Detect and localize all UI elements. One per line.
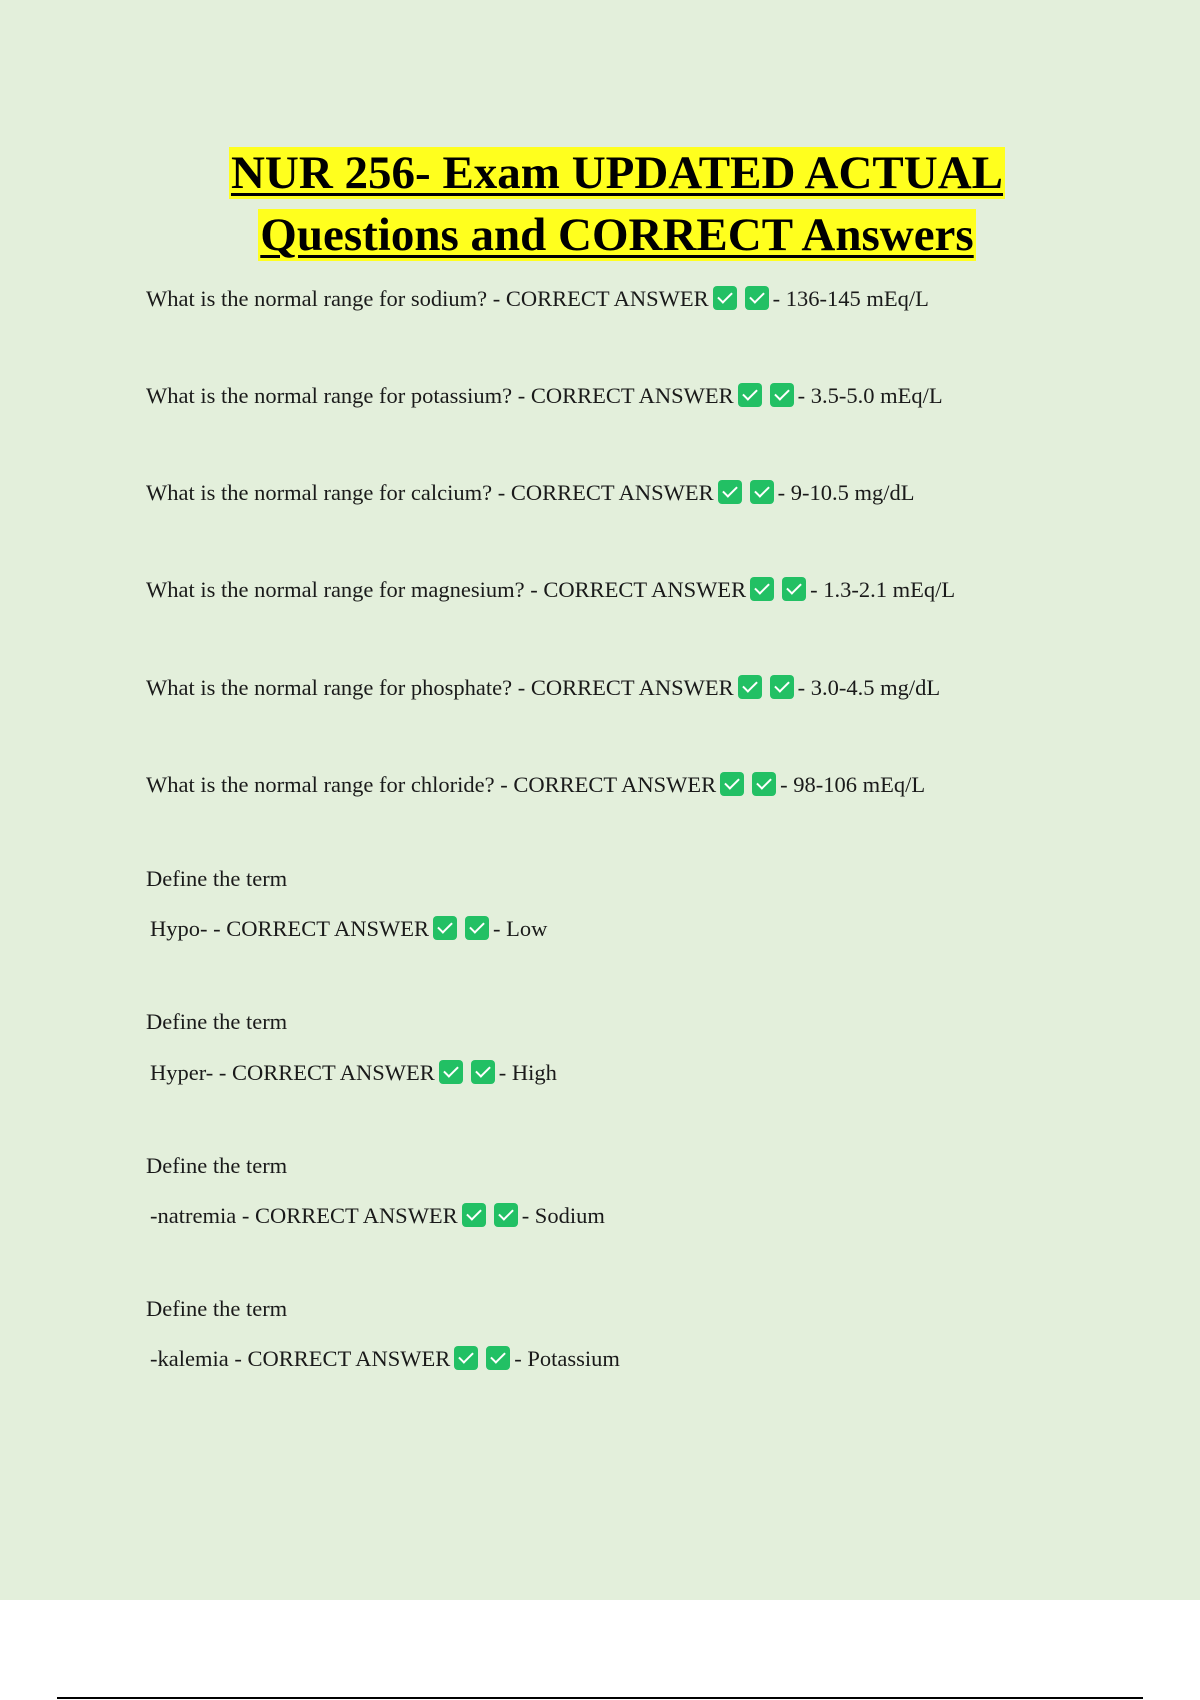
check-mark-icon [745, 286, 769, 310]
question-text: What is the normal range for chloride? [146, 772, 495, 797]
answer-text: - 3.5-5.0 mEq/L [797, 383, 943, 408]
definition-item [150, 1344, 620, 1374]
answer-label: - CORRECT ANSWER [517, 383, 734, 408]
qa-item [146, 575, 955, 605]
check-mark-icon [494, 1203, 518, 1227]
definition-item [150, 1201, 605, 1231]
definition-term: -kalemia [150, 1346, 235, 1371]
question-text: What is the normal range for sodium? [146, 286, 488, 311]
definition-term: Hypo- [150, 916, 214, 941]
definition-prompt: Define the term [146, 1153, 288, 1178]
title-line-2: Questions and CORRECT Answers [260, 209, 974, 261]
check-mark-icon [486, 1346, 510, 1370]
qa-item [146, 478, 914, 508]
answer-label: - CORRECT ANSWER [234, 1346, 451, 1371]
answer-label: - CORRECT ANSWER [241, 1203, 458, 1228]
definition-term: Hyper- [150, 1060, 219, 1085]
answer-label: - CORRECT ANSWER [213, 916, 429, 941]
answer-text: - Sodium [521, 1203, 605, 1228]
answer-text: - High [498, 1060, 557, 1085]
check-mark-icon [738, 383, 762, 407]
check-mark-icon [720, 772, 744, 796]
definition-prompt: Define the term [146, 1009, 288, 1034]
definition-prompt: Define the term [146, 1296, 288, 1321]
question-text: What is the normal range for magnesium? [146, 577, 525, 602]
qa-item [146, 770, 925, 800]
check-mark-icon [439, 1060, 463, 1084]
document-title [0, 142, 1200, 266]
answer-label: - CORRECT ANSWER [218, 1060, 435, 1085]
footer-rule [57, 1697, 1143, 1699]
check-mark-icon [738, 675, 762, 699]
definition-item [150, 914, 547, 944]
check-mark-icon [752, 772, 776, 796]
check-mark-icon [462, 1203, 486, 1227]
answer-text: - 136-145 mEq/L [772, 286, 929, 311]
check-mark-icon [465, 916, 489, 940]
answer-text: - Potassium [514, 1346, 620, 1371]
check-mark-icon [750, 577, 774, 601]
question-text: What is the normal range for phosphate? [146, 675, 513, 700]
answer-label: - CORRECT ANSWER [497, 480, 714, 505]
definition-item [150, 1058, 557, 1088]
qa-item [146, 673, 940, 703]
answer-text: - 3.0-4.5 mg/dL [797, 675, 941, 700]
answer-text: - Low [492, 916, 548, 941]
answer-text: - 98-106 mEq/L [780, 772, 926, 797]
answer-text: - 1.3-2.1 mEq/L [810, 577, 956, 602]
definition-prompt: Define the term [146, 866, 288, 891]
qa-item [146, 284, 929, 314]
qa-item [146, 381, 943, 411]
answer-label: - CORRECT ANSWER [492, 286, 709, 311]
answer-text: - 9-10.5 mg/dL [777, 480, 915, 505]
check-mark-icon [770, 383, 794, 407]
check-mark-icon [471, 1060, 495, 1084]
check-mark-icon [713, 286, 737, 310]
check-mark-icon [782, 577, 806, 601]
question-text: What is the normal range for potassium? [146, 383, 513, 408]
check-mark-icon [770, 675, 794, 699]
answer-label: - CORRECT ANSWER [517, 675, 734, 700]
check-mark-icon [718, 480, 742, 504]
definition-term: -natremia [150, 1203, 242, 1228]
check-mark-icon [433, 916, 457, 940]
check-mark-icon [750, 480, 774, 504]
answer-label: - CORRECT ANSWER [500, 772, 717, 797]
answer-label: - CORRECT ANSWER [530, 577, 747, 602]
question-text: What is the normal range for calcium? [146, 480, 493, 505]
check-mark-icon [454, 1346, 478, 1370]
title-line-1: NUR 256- Exam UPDATED ACTUAL [230, 147, 1004, 199]
